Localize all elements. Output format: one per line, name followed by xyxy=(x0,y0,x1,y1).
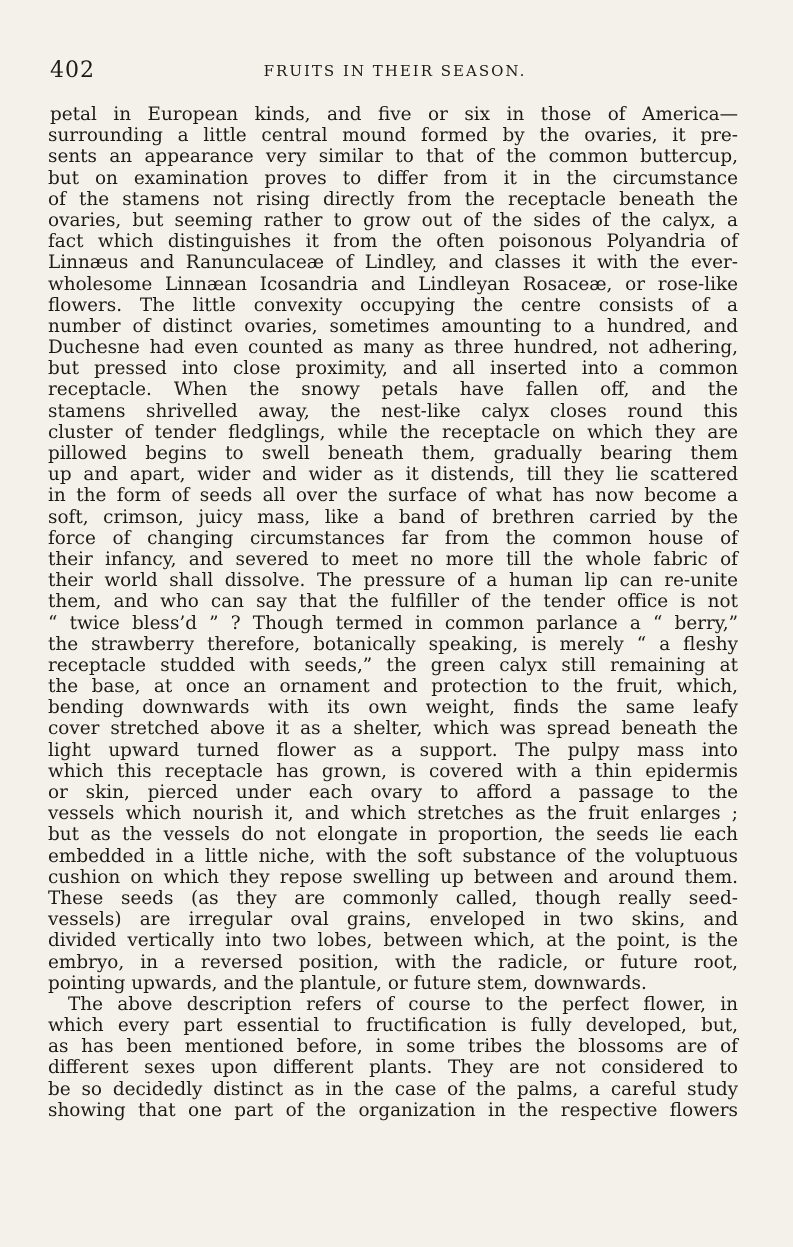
paragraph xyxy=(48,104,738,994)
text-line: receptacle studded with seeds,” the green calyx still remaining at xyxy=(48,654,738,676)
text-line: pillowed begins to swell beneath them, gradually bearing them xyxy=(48,443,738,464)
text-line: sents an appearance very similar to that of the common buttercup, xyxy=(48,146,738,168)
text-line: in the form of seeds all over the surface of what has now become a xyxy=(48,485,738,507)
text-line: “ twice bless’d ” ? Though termed in common parlance a “ berry,” xyxy=(48,612,738,634)
text-line: their infancy, and severed to meet no more till the whole fabric of xyxy=(48,548,738,570)
text-line: soft, crimson, juicy mass, like a band of brethren carried by the xyxy=(48,506,738,528)
page-number: 402 xyxy=(50,58,95,83)
text-line: as has been mentioned before, in some tribes the blossoms are of xyxy=(48,1036,738,1058)
text-line: cushion on which they repose swelling up between and around them. xyxy=(48,866,738,888)
text-line: bending downwards with its own weight, finds the same leafy xyxy=(48,697,738,719)
body-text xyxy=(48,104,738,1121)
text-line: pointing upwards, and the plantule, or future stem, downwards. xyxy=(48,972,647,994)
text-line: The above description refers of course to the perfect flower, in xyxy=(68,993,738,1015)
text-line: petal in European kinds, and five or six in those of America— xyxy=(50,104,738,125)
text-line: stamens shrivelled away, the nest-like calyx closes round this xyxy=(48,400,738,422)
text-line: different sexes upon different plants. They are not considered to xyxy=(48,1057,738,1079)
paragraph xyxy=(48,994,738,1121)
text-line: but pressed into close proximity, and all inserted into a common xyxy=(48,358,738,380)
text-line: their world shall dissolve. The pressure of a human lip can re-unite xyxy=(48,570,738,592)
text-line: surrounding a little central mound formed by the ovaries, it pre- xyxy=(48,125,738,147)
text-line: embryo, in a reversed position, with the radicle, or future root, xyxy=(48,951,738,973)
text-line: divided vertically into two lobes, between which, at the point, is the xyxy=(48,930,738,952)
text-line: These seeds (as they are commonly called, though really seed- xyxy=(48,887,738,909)
text-line: Linnæus and Ranunculaceæ of Lindley, and classes it with the ever- xyxy=(48,252,738,274)
text-line: light upward turned flower as a support. The pulpy mass into xyxy=(48,739,738,761)
text-line: but as the vessels do not elongate in proportion, the seeds lie each xyxy=(48,824,738,846)
text-line: vessels) are irregular oval grains, enveloped in two skins, and xyxy=(48,909,738,931)
text-line: the strawberry therefore, botanically speaking, is merely “ a fleshy xyxy=(48,633,738,655)
text-line: cluster of tender fledglings, while the receptacle on which they are xyxy=(48,421,738,443)
text-line: fact which distinguishes it from the often poisonous Polyandria of xyxy=(48,231,738,253)
text-line: of the stamens not rising directly from the receptacle beneath the xyxy=(48,188,738,210)
text-line: the base, at once an ornament and protection to the fruit, which, xyxy=(48,676,738,698)
text-line: embedded in a little niche, with the soft substance of the voluptuous xyxy=(48,845,738,867)
text-line: force of changing circumstances far from the common house of xyxy=(48,527,738,549)
text-line: which every part essential to fructification is fully developed, but, xyxy=(48,1015,738,1037)
text-line: vessels which nourish it, and which stretches as the fruit enlarges ; xyxy=(48,803,738,825)
text-line: which this receptacle has grown, is covered with a thin epidermis xyxy=(48,760,738,782)
text-line: up and apart, wider and wider as it distends, till they lie scattered xyxy=(48,464,738,486)
text-line: receptacle. When the snowy petals have fallen off, and the xyxy=(48,379,738,401)
text-line: be so decidedly distinct as in the case of the palms, a careful study xyxy=(48,1078,738,1100)
page-header xyxy=(50,58,740,88)
text-line: them, and who can say that the fulfiller of the tender office is not xyxy=(48,591,738,613)
text-line: cover stretched above it as a shelter, which was spread beneath the xyxy=(48,718,738,740)
text-line: but on examination proves to differ from it in the circumstance xyxy=(48,167,738,189)
text-line: showing that one part of the organization in the respective flowers xyxy=(48,1099,738,1121)
text-line: Duchesne had even counted as many as three hundred, not adhering, xyxy=(48,337,738,359)
text-line: number of distinct ovaries, sometimes amounting to a hundred, and xyxy=(48,315,738,337)
text-line: wholesome Linnæan Icosandria and Lindleyan Rosaceæ, or rose-like xyxy=(48,273,738,295)
text-line: or skin, pierced under each ovary to afford a passage to the xyxy=(48,782,738,803)
text-line: flowers. The little convexity occupying the centre consists of a xyxy=(48,294,738,316)
text-line: ovaries, but seeming rather to grow out of the sides of the calyx, a xyxy=(48,209,738,231)
running-title: FRUITS IN THEIR SEASON. xyxy=(263,62,527,80)
